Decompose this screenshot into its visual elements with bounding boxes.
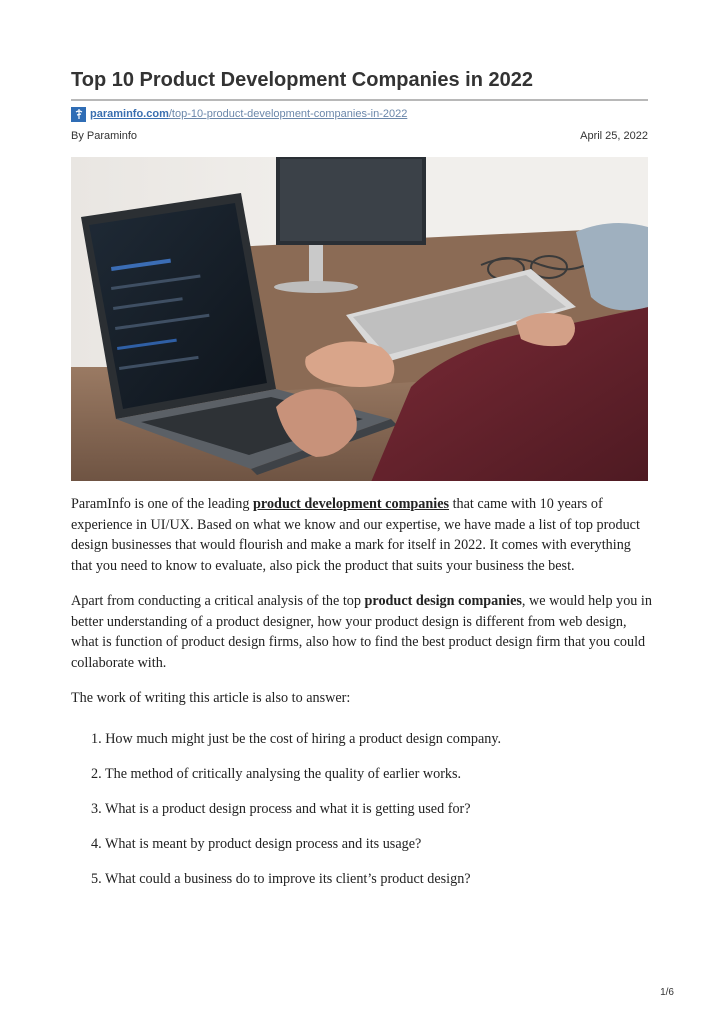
analysis-paragraph [71, 591, 653, 673]
list-item [71, 834, 653, 855]
list-number: 1. [91, 730, 102, 747]
publish-date: April 25, 2022 [580, 130, 648, 142]
list-number: 5. [91, 870, 102, 887]
paraminfo-logo-icon [71, 107, 86, 122]
analysis-text-end: , we would help you in better understanding of a product designer, how your product design is different from web design, what is function of product design firms, also how to find the best product design firm that you could collaborate with. [71, 593, 652, 671]
list-item-text: What is a product design process and what it is getting used for? [104, 800, 471, 817]
list-item [71, 799, 653, 820]
list-item [71, 764, 653, 785]
page-number: 1/6 [660, 987, 674, 998]
article-body [71, 494, 653, 904]
list-item-text: What is meant by product design process and its usage? [104, 835, 422, 852]
intro-paragraph [71, 494, 653, 576]
product-design-companies-emphasis: product design companies [364, 593, 522, 609]
list-item [71, 869, 653, 890]
product-development-companies-link[interactable]: product development companies [253, 496, 450, 512]
list-number: 2. [91, 765, 102, 782]
list-item-text: How much might just be the cost of hiring a product design company. [105, 730, 502, 747]
source-path: /top-10-product-development-companies-in-2022 [168, 108, 408, 120]
list-item [71, 729, 653, 750]
questions-intro: The work of writing this article is also to answer: [71, 690, 351, 706]
list-item-text: What could a business do to improve its client’s product design? [104, 870, 471, 887]
questions-list [71, 729, 653, 890]
source-line [71, 106, 407, 122]
intro-text-start: ParamInfo is one of the leading [71, 496, 254, 512]
source-url-link[interactable] [90, 108, 407, 120]
title-divider [71, 99, 648, 101]
hero-photo-laptop-workspace [71, 157, 648, 481]
list-number: 4. [91, 835, 102, 852]
source-domain: paraminfo.com [90, 108, 169, 120]
list-number: 3. [91, 800, 102, 817]
author-byline: By Paraminfo [71, 130, 138, 142]
analysis-text-start: Apart from conducting a critical analysis of the top [71, 593, 365, 609]
article-title: Top 10 Product Development Companies in 2022 [71, 69, 533, 91]
intro-text-end: that came with 10 years of experience in UI/UX. Based on what we know and our expertise, we have made a list of top product design businesses that would flourish and make a mark for itself in 2022. It comes with everything that you need to know to evaluate, also pick the product that suits your business the best. [71, 496, 640, 574]
list-item-text: The method of critically analysing the quality of earlier works. [104, 765, 462, 782]
